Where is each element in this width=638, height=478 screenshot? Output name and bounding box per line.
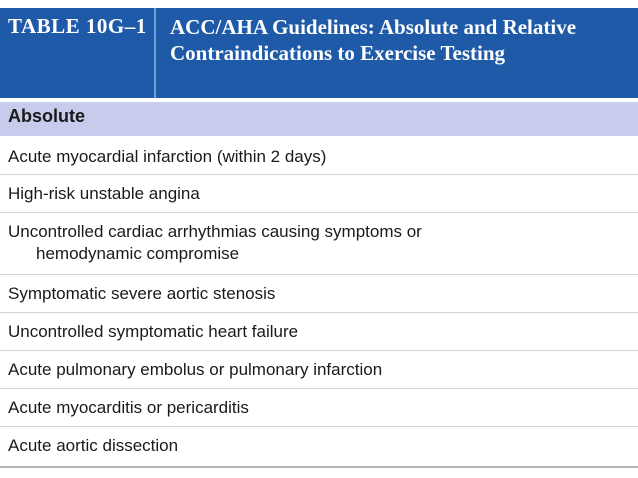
row-divider <box>0 274 638 275</box>
contraindication-list <box>0 138 638 464</box>
list-item-text: Acute pulmonary embolus or pulmonary infarction <box>8 360 383 379</box>
list-item-text: Acute myocarditis or pericarditis <box>8 398 249 417</box>
table-title: ACC/AHA Guidelines: Absolute and Relative Contraindications to Exercise Testing <box>170 15 577 65</box>
list-item-text: Uncontrolled symptomatic heart failure <box>8 322 299 341</box>
section-header <box>0 102 638 136</box>
list-item-text: Symptomatic severe aortic stenosis <box>8 284 276 303</box>
list-item <box>0 435 638 457</box>
list-item <box>0 321 638 343</box>
row-divider <box>0 388 638 389</box>
list-item-text: Uncontrolled cardiac arrhythmias causing symptoms or <box>8 222 422 241</box>
row-divider <box>0 350 638 351</box>
table-bottom-rule <box>0 466 638 468</box>
row-divider <box>0 426 638 427</box>
list-item <box>0 359 638 381</box>
list-item <box>0 146 638 168</box>
list-item <box>0 397 638 419</box>
row-divider <box>0 174 638 175</box>
list-item <box>0 221 638 265</box>
list-item <box>0 283 638 305</box>
list-item-text: Acute aortic dissection <box>8 436 179 455</box>
row-divider <box>0 312 638 313</box>
section-label-absolute: Absolute <box>8 106 86 126</box>
list-item-text: High-risk unstable angina <box>8 184 200 203</box>
table-label: TABLE 10G–1 <box>0 8 156 98</box>
list-item <box>0 183 638 205</box>
row-divider <box>0 212 638 213</box>
list-item-continuation: hemodynamic compromise <box>36 244 240 263</box>
list-item-text: Acute myocardial infarction (within 2 days) <box>8 147 327 166</box>
table-header <box>0 8 638 98</box>
